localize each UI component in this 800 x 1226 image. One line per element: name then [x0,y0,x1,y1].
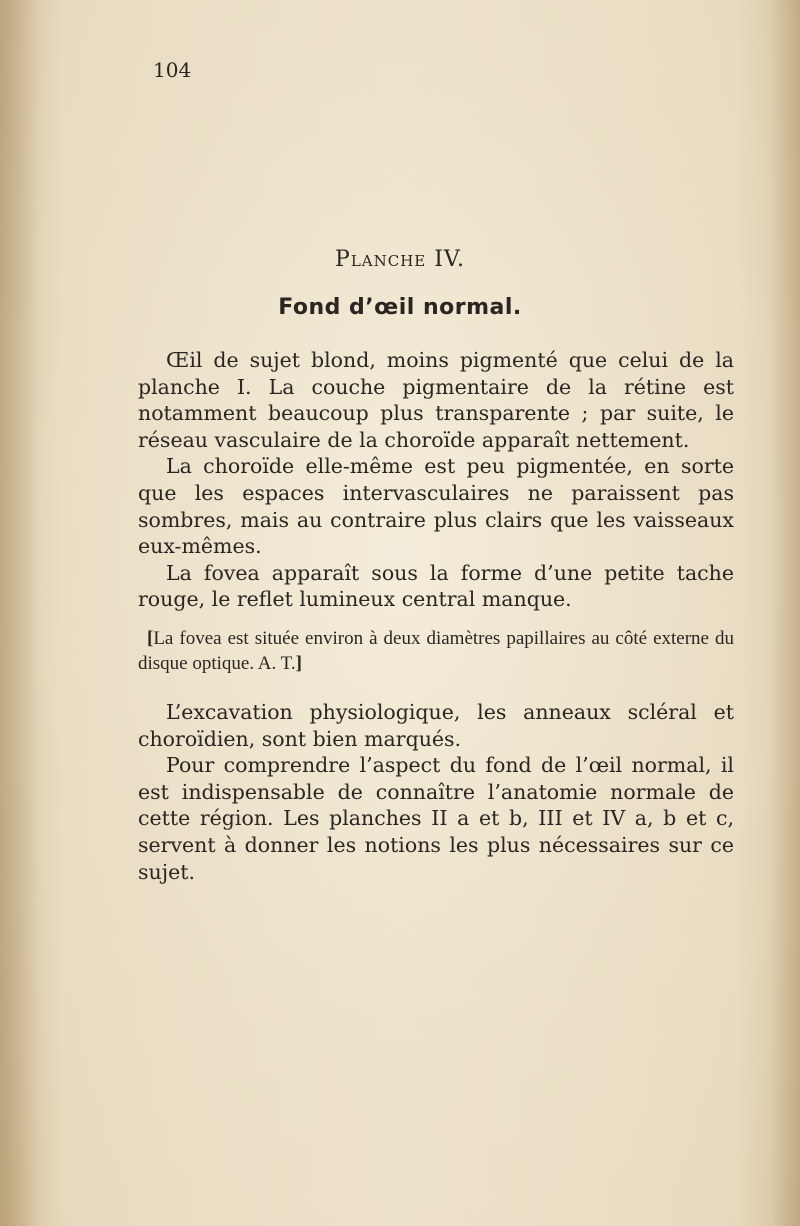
plate-title-text: Planche IV. [335,247,465,272]
paragraph: Pour comprendre l’aspect du fond de l’œil normal, il est indispensable de connaître l’anatomie normale de cette région. Les planches II a et b, III et IV a, b et c, servent à donner les notions les plus nécessaires sur ce sujet. [138,753,734,884]
paragraph: Œil de sujet blond, moins pigmenté que celui de la planche I. La couche pigmentaire de la rétine est notamment beaucoup plus transparente ; par suite, le réseau vasculaire de la choroïde apparaît nettement. [138,348,734,452]
paragraph: La fovea apparaît sous la forme d’une petite tache rouge, le reflet lumineux central manque. [138,560,734,612]
paragraph: La choroïde elle-même est peu pigmentée, en sorte que les espaces intervasculaires ne paraissent pas sombres, mais au contraire plus clairs que les vaisseaux eux-mêmes. [138,454,734,559]
plate-title [0,247,800,272]
page-shadow-left [0,0,40,1226]
note-open-bracket: [ [147,628,154,649]
editor-note [138,626,734,676]
note-paragraph [138,626,734,676]
page-shadow-right [770,0,800,1226]
paragraph: L’excavation physiologique, les anneaux scléral et choroïdien, sont bien marqués. [138,700,734,751]
body-text-bottom [138,699,734,885]
note-text: La fovea est située environ à deux diamètres papillaires au côté externe du disque optique. A. T. [138,628,734,674]
note-close-bracket: ] [295,653,302,674]
section-subtitle: Fond d’œil normal. [278,295,522,320]
page-number: 104 [153,58,192,82]
body-text-top [138,347,734,613]
